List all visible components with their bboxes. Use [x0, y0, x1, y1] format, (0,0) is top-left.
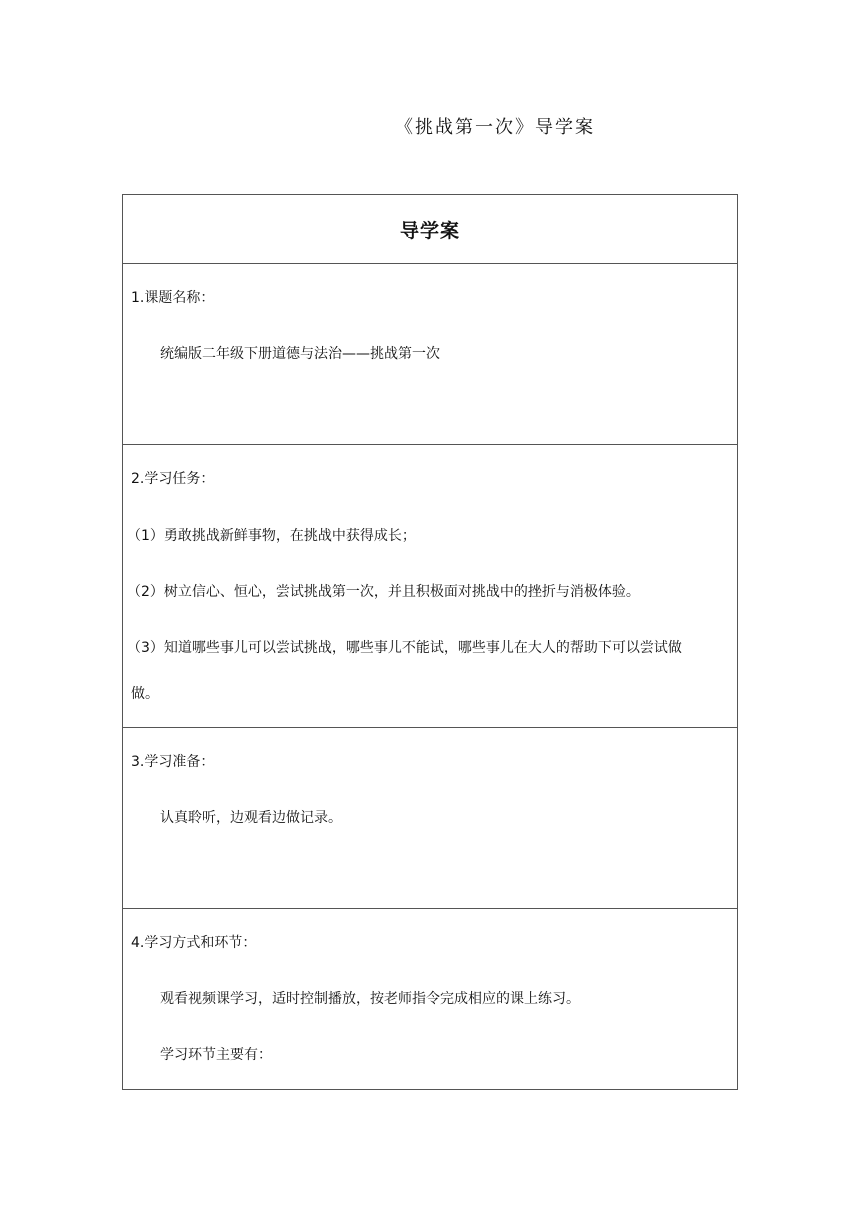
section-tasks — [123, 444, 737, 727]
section-text: 认真聆听，边观看边做记录。 — [160, 810, 342, 826]
table-heading: 导学案 — [399, 219, 460, 242]
section-label: 4.学习方式和环节： — [131, 935, 257, 951]
task-item: （3）知道哪些事儿可以尝试挑战，哪些事儿不能试，哪些事儿在大人的帮助下可以尝试做 — [127, 640, 682, 656]
document-title: 《挑战第一次》导学案 — [395, 117, 595, 138]
task-item: （1）勇敢挑战新鲜事物，在挑战中获得成长； — [127, 528, 416, 544]
section-text: 统编版二年级下册道德与法治——挑战第一次 — [160, 346, 440, 362]
task-item: （2）树立信心、恒心，尝试挑战第一次，并且积极面对挑战中的挫折与消极体验。 — [127, 584, 640, 600]
guide-table — [122, 194, 738, 1090]
section-preparation — [123, 727, 737, 908]
section-methods — [123, 908, 737, 1089]
section-label: 1.课题名称： — [131, 290, 215, 306]
section-topic — [123, 263, 737, 444]
table-heading-row — [123, 195, 737, 263]
section-label: 2.学习任务： — [131, 471, 215, 487]
section-label: 3.学习准备： — [131, 754, 215, 770]
section-text: 学习环节主要有： — [160, 1047, 272, 1063]
task-item-continued: 做。 — [131, 686, 159, 702]
section-text: 观看视频课学习，适时控制播放，按老师指令完成相应的课上练习。 — [160, 991, 580, 1007]
